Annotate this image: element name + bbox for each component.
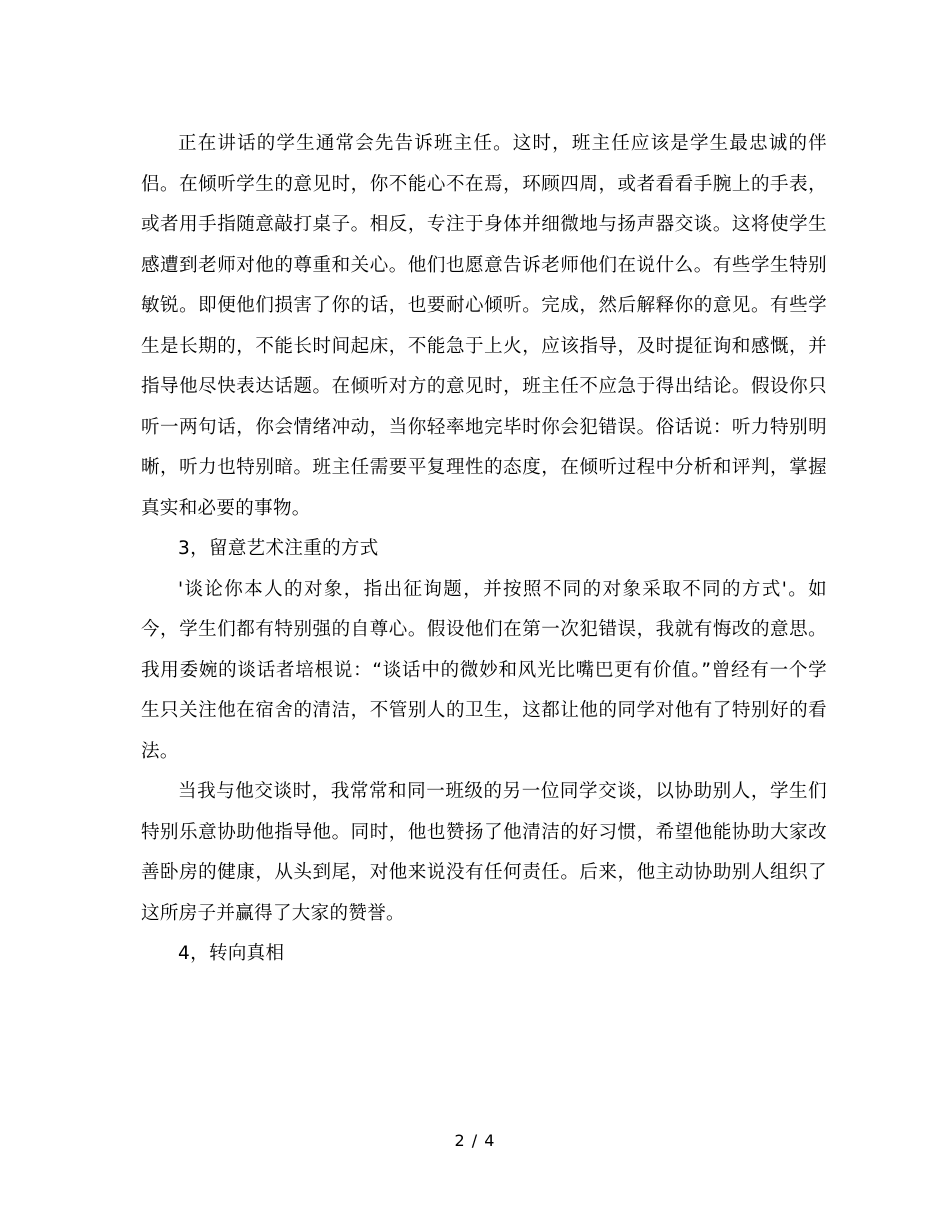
section-heading: 3，留意艺术注重的方式 (178, 538, 379, 559)
document-body (141, 124, 827, 975)
body-paragraph: '谈论你本人的对象，指出征询题，并按照不同的对象采取不同的方式'。如今，学生们都有特别强的自尊心。假设他们在第一次犯错误，我就有悔改的意思。我用委婉的谈话者培根说：“谈话中的微妙和风光比嘴巴更有价值。”曾经有一个学生只关注他在宿舍的清洁，不管别人的卫生，这都让他的同学对他有了特别好的看法。 (141, 578, 827, 762)
section-heading: 4，转向真相 (178, 943, 285, 964)
page-number: 2 / 4 (454, 1131, 496, 1150)
body-paragraph: 正在讲话的学生通常会先告诉班主任。这时，班主任应该是学生最忠诚的伴侣。在倾听学生的意见时，你不能心不在焉，环顾四周，或者看看手腕上的手表，或者用手指随意敲打桌子。相反，专注于身体并细微地与扬声器交谈。这将使学生感遭到老师对他的尊重和关心。他们也愿意告诉老师他们在说什么。有些学生特别敏锐。即便他们损害了你的话，也要耐心倾听。完成，然后解释你的意见。有些学生是长期的，不能长时间起床，不能急于上火，应该指导，及时提征询和感慨，并指导他尽快表达话题。在倾听对方的意见时，班主任不应急于得出结论。假设你只听一两句话，你会情绪冲动，当你轻率地完毕时你会犯错误。俗话说：听力特别明晰，听力也特别暗。班主任需要平复理性的态度，在倾听过程中分析和评判，掌握真实和必要的事物。 (141, 133, 827, 519)
body-paragraph: 当我与他交谈时，我常常和同一班级的另一位同学交谈，以协助别人，学生们特别乐意协助他指导他。同时，他也赞扬了他清洁的好习惯，希望他能协助大家改善卧房的健康，从头到尾，对他来说没有任何责任。后来，他主动协助别人组织了这所房子并赢得了大家的赞誉。 (141, 781, 827, 924)
